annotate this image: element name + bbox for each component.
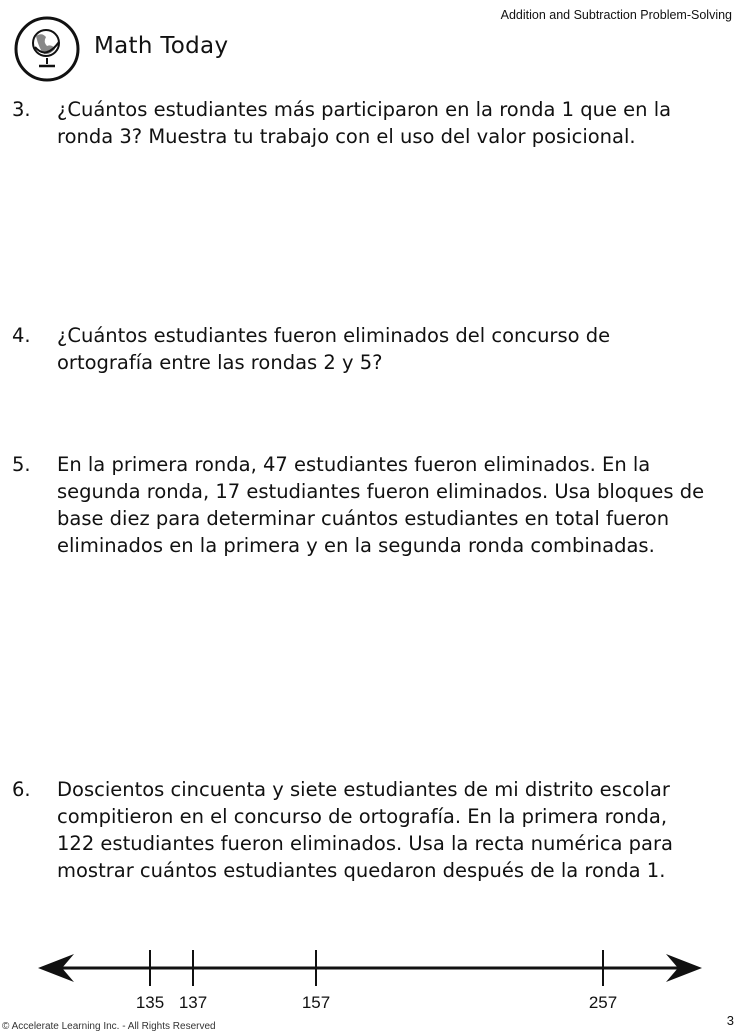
number-line-tick-label: 257	[588, 993, 618, 1012]
number-line	[0, 940, 740, 1020]
page-number: 3	[726, 1013, 734, 1028]
brand-header	[14, 16, 228, 82]
copyright-notice: © Accelerate Learning Inc. - All Rights Reserved	[2, 1021, 216, 1032]
number-line-tick-label: 135	[135, 993, 165, 1012]
worksheet-topic: Addition and Subtraction Problem-Solving	[500, 8, 732, 22]
question-text: ¿Cuántos estudiantes fueron eliminados del concurso de ortografía entre las rondas 2 y 5?	[57, 324, 611, 374]
brand-name: Math Today	[94, 33, 229, 59]
question-number: 6.	[12, 778, 31, 801]
number-line-tick-label: 157	[301, 993, 331, 1012]
question-5	[12, 451, 728, 559]
question-text: En la primera ronda, 47 estudiantes fueron eliminados. En la segunda ronda, 17 estudiantes fueron eliminados. Usa bloques de base diez para determinar cuántos estudiantes en total fueron eliminados en la primera y en la segunda ronda combinadas.	[57, 453, 705, 557]
question-number: 5.	[12, 453, 31, 476]
question-number: 3.	[12, 98, 31, 121]
question-text: ¿Cuántos estudiantes más participaron en la ronda 1 que en la ronda 3? Muestra tu trabajo con el uso del valor posicional.	[57, 98, 672, 148]
globe-icon	[14, 16, 80, 82]
number-line-tick-label: 137	[178, 993, 208, 1012]
question-4	[12, 322, 728, 376]
question-text: Doscientos cincuenta y siete estudiantes de mi distrito escolar compitieron en el concurso de ortografía. En la primera ronda, 122 estudiantes fueron eliminados. Usa la recta numérica para mostrar cuántos estudiantes quedaron después de la ronda 1.	[57, 778, 673, 882]
question-3	[12, 96, 728, 150]
question-6	[12, 776, 728, 884]
question-number: 4.	[12, 324, 31, 347]
